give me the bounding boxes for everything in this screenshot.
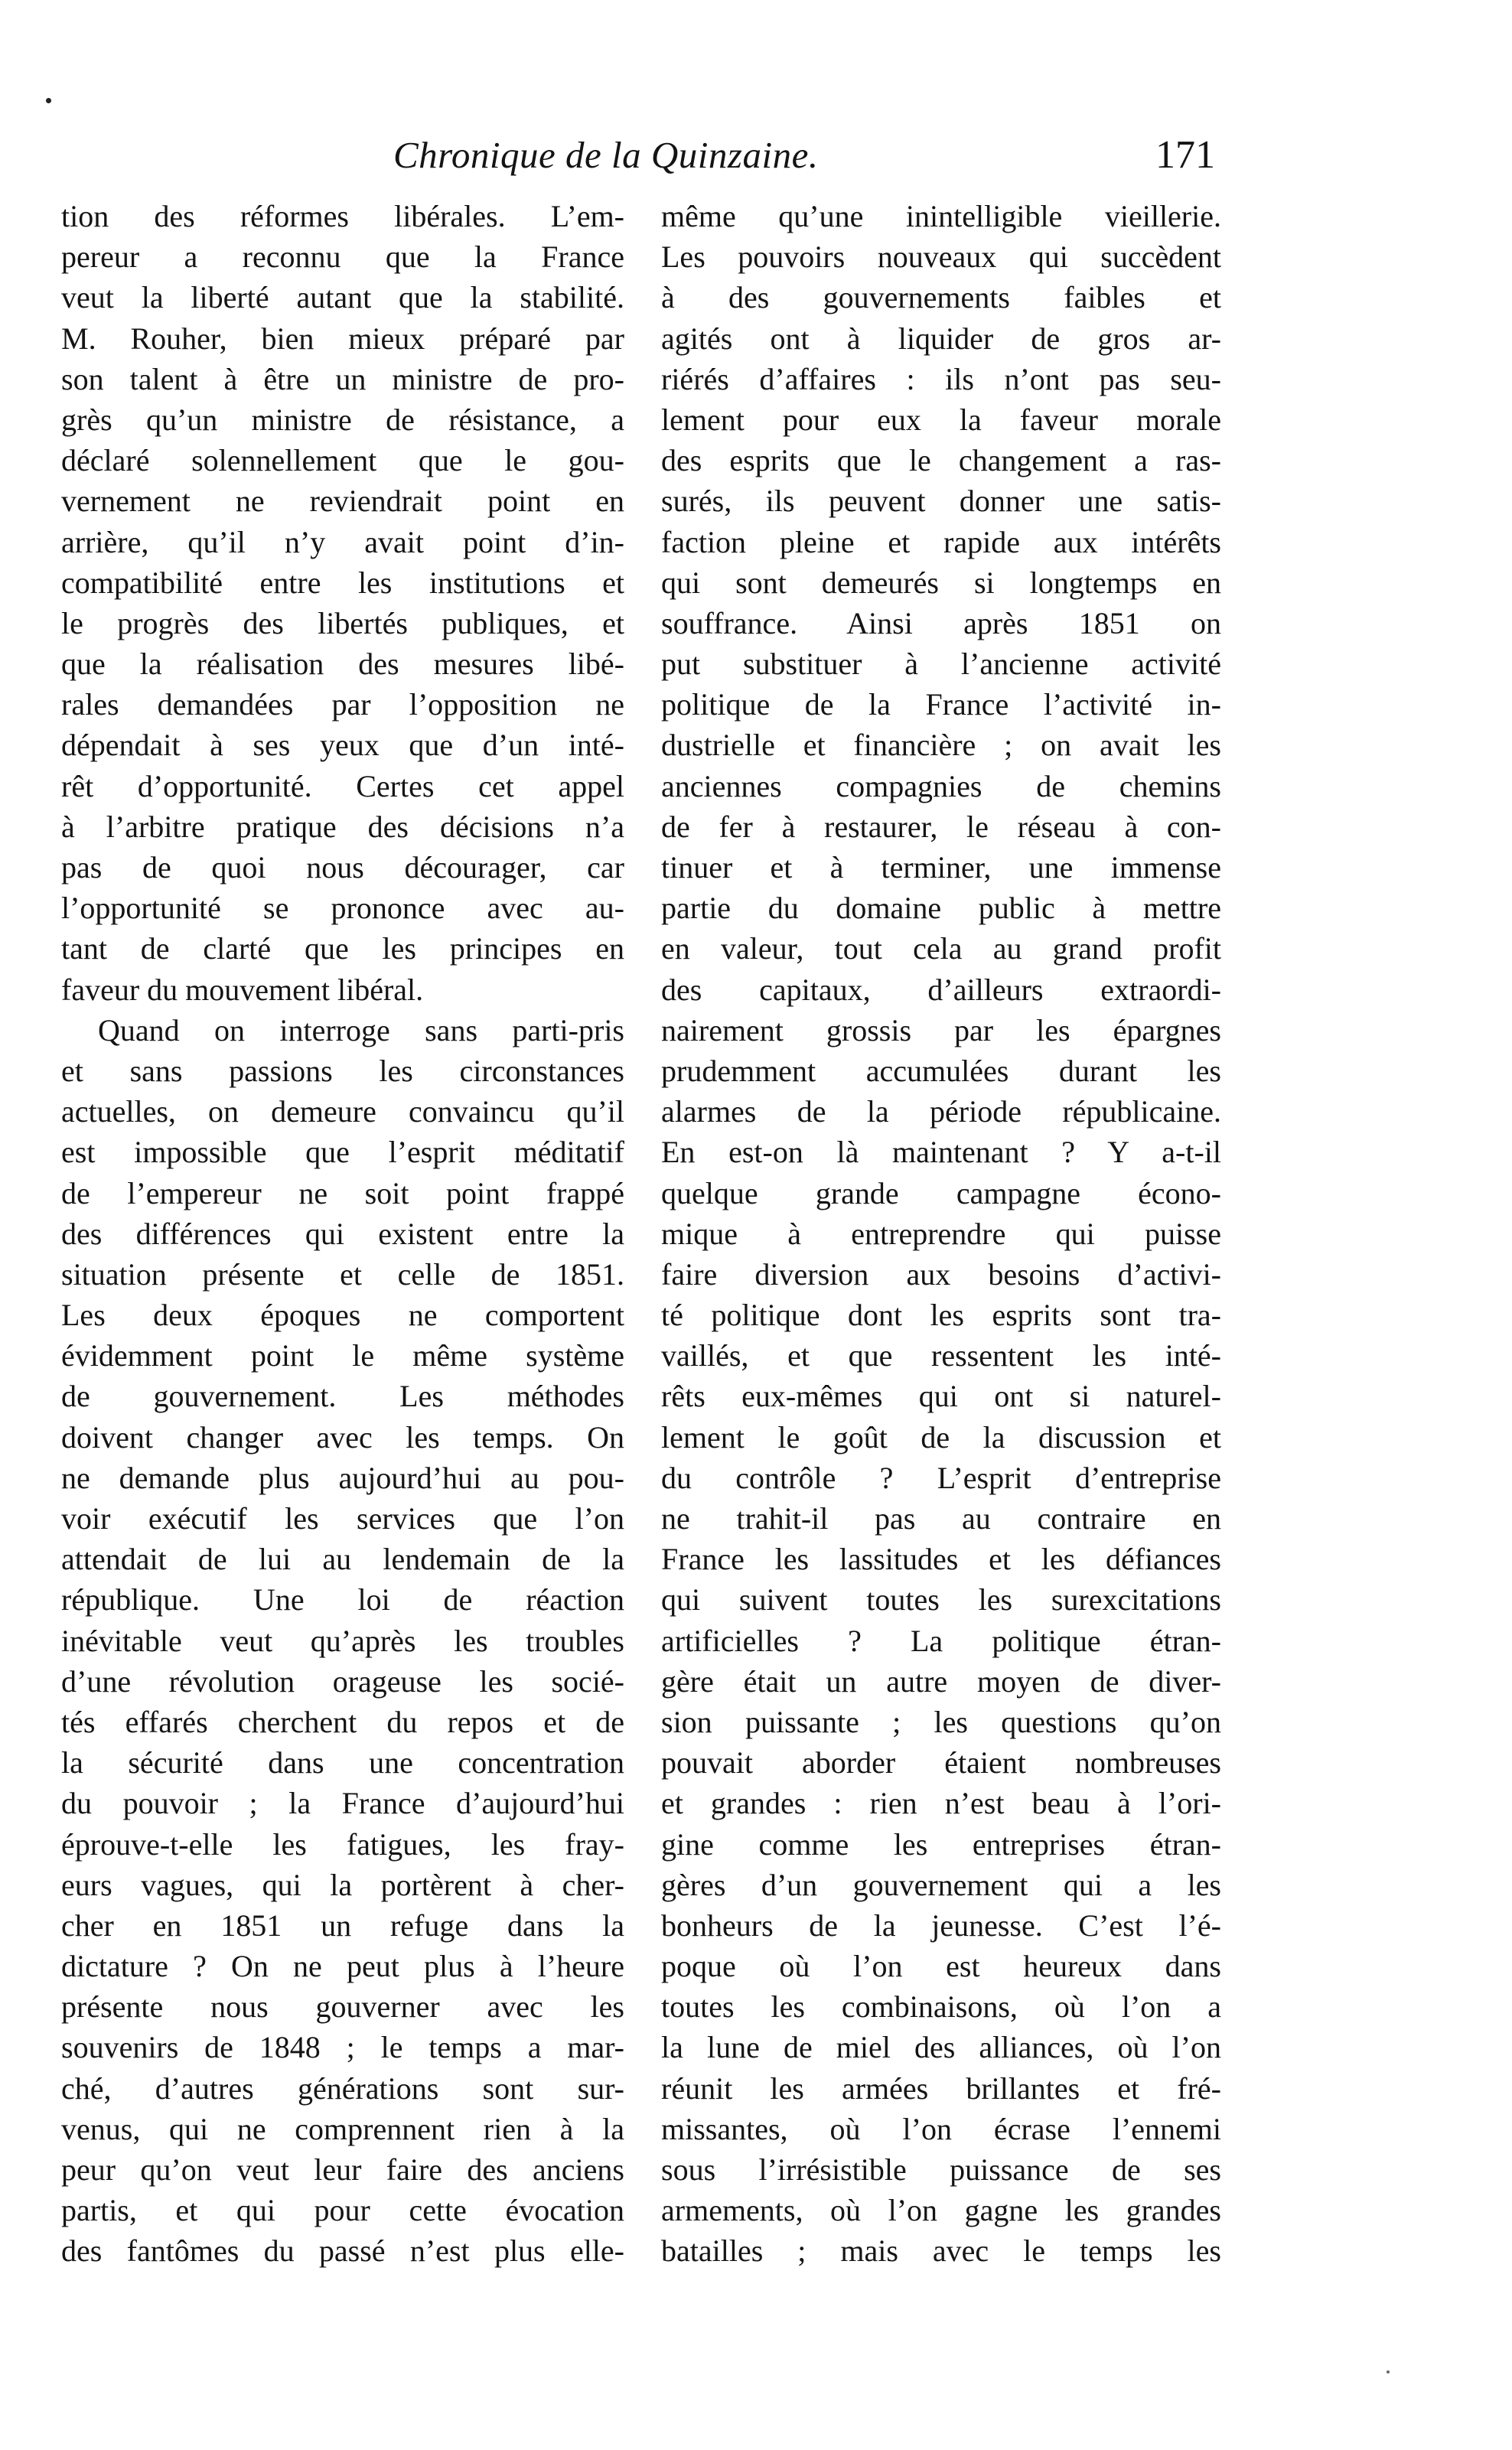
text-line: tion des réformes libérales. L’em- <box>61 199 624 233</box>
text-line: même qu’une inintelligible vieillerie. <box>661 199 1221 233</box>
right-column <box>661 196 1221 2272</box>
text-line: grès qu’un ministre de résistance, a <box>61 402 624 437</box>
text-line: prudemment accumulées durant les <box>661 1053 1221 1088</box>
running-header <box>393 129 1215 182</box>
text-line: arrière, qu’il n’y avait point d’in- <box>61 524 624 559</box>
text-line: évidemment point le même système <box>61 1338 624 1373</box>
text-line: té politique dont les esprits sont tra- <box>661 1298 1221 1333</box>
text-line: actuelles, on demeure convaincu qu’il <box>61 1094 624 1129</box>
text-line: des esprits que le changement a ras- <box>661 443 1221 478</box>
text-line: son talent à être un ministre de pro- <box>61 361 624 396</box>
left-column <box>61 196 624 2272</box>
text-line: lement pour eux la faveur morale <box>661 402 1221 437</box>
text-line: tés effarés cherchent du repos et de <box>61 1704 624 1739</box>
text-line: Les deux époques ne comportent <box>61 1298 624 1333</box>
text-line: vernement ne reviendrait point en <box>61 484 624 519</box>
text-line: doivent changer avec les temps. On <box>61 1419 624 1455</box>
text-line: et sans passions les circonstances <box>61 1053 624 1088</box>
text-line: de gouvernement. Les méthodes <box>61 1379 624 1414</box>
text-line: vaillés, et que ressentent les inté- <box>661 1338 1221 1373</box>
text-line: rêt d’opportunité. Certes cet appel <box>61 768 624 803</box>
text-line: peur qu’on veut leur faire des anciens <box>61 2152 624 2187</box>
text-line: réunit les armées brillantes et fré- <box>661 2070 1221 2106</box>
text-line: artificielles ? La politique étran- <box>661 1623 1221 1658</box>
text-line: eurs vagues, qui la portèrent à cher- <box>61 1867 624 1902</box>
text-line: nairement grossis par les épargnes <box>661 1012 1221 1047</box>
running-title: Chronique de la Quinzaine. <box>393 134 819 176</box>
text-line: situation présente et celle de 1851. <box>61 1256 624 1292</box>
text-line: à l’arbitre pratique des décisions n’a <box>61 809 624 844</box>
text-line: d’une révolution orageuse les socié- <box>61 1663 624 1699</box>
text-line: venus, qui ne comprennent rien à la <box>61 2111 624 2146</box>
text-line: bonheurs de la jeunesse. C’est l’é- <box>661 1908 1221 1943</box>
text-line: agités ont à liquider de gros ar- <box>661 321 1221 356</box>
text-line: compatibilité entre les institutions et <box>61 565 624 600</box>
text-line: que la réalisation des mesures libé- <box>61 647 624 682</box>
text-line: sous l’irrésistible puissance de ses <box>661 2152 1221 2187</box>
page-number: 171 <box>1155 133 1215 177</box>
text-line: tant de clarté que les principes en <box>61 931 624 966</box>
text-line: en valeur, tout cela au grand profit <box>661 931 1221 966</box>
text-line: surés, ils peuvent donner une satis- <box>661 484 1221 519</box>
text-line: voir exécutif les services que l’on <box>61 1501 624 1536</box>
text-line: faveur du mouvement libéral. <box>61 972 424 1007</box>
text-line: France les lassitudes et les défiances <box>661 1542 1221 1577</box>
text-line: pas de quoi nous décourager, car <box>61 850 624 885</box>
text-line: la sécurité dans une concentration <box>61 1745 624 1780</box>
text-line: partie du domaine public à mettre <box>661 891 1221 926</box>
text-line: mique à entreprendre qui puisse <box>661 1216 1221 1251</box>
text-line: rales demandées par l’opposition ne <box>61 687 624 722</box>
text-line: alarmes de la période républicaine. <box>661 1094 1221 1129</box>
ink-speck <box>46 98 51 103</box>
text-line: déclaré solennellement que le gou- <box>61 443 624 478</box>
text-line: Les pouvoirs nouveaux qui succèdent <box>661 239 1221 275</box>
text-line: lement le goût de la discussion et <box>661 1419 1221 1455</box>
text-line: dictature ? On ne peut plus à l’heure <box>61 1949 624 1984</box>
ink-speck <box>1387 2370 1390 2373</box>
text-line: sion puissante ; les questions qu’on <box>661 1704 1221 1739</box>
text-line: poque où l’on est heureux dans <box>661 1949 1221 1984</box>
text-line: et grandes : rien n’est beau à l’ori- <box>661 1786 1221 1821</box>
text-line: du pouvoir ; la France d’aujourd’hui <box>61 1786 624 1821</box>
text-line: rêts eux-mêmes qui ont si naturel- <box>661 1379 1221 1414</box>
text-line: souffrance. Ainsi après 1851 on <box>661 605 1221 640</box>
text-line: qui sont demeurés si longtemps en <box>661 565 1221 600</box>
text-line: le progrès des libertés publiques, et <box>61 605 624 640</box>
text-line: est impossible que l’esprit méditatif <box>61 1135 624 1170</box>
text-line: veut la liberté autant que la stabilité. <box>61 280 624 315</box>
text-line: ne trahit-il pas au contraire en <box>661 1501 1221 1536</box>
text-line: gères d’un gouvernement qui a les <box>661 1867 1221 1902</box>
text-line: des capitaux, d’ailleurs extraordi- <box>661 972 1221 1007</box>
text-line: armements, où l’on gagne les grandes <box>661 2193 1221 2228</box>
text-line: de fer à restaurer, le réseau à con- <box>661 809 1221 844</box>
text-line: riérés d’affaires : ils n’ont pas seu- <box>661 361 1221 396</box>
text-line: qui suivent toutes les surexcitations <box>661 1582 1221 1618</box>
text-line: put substituer à l’ancienne activité <box>661 647 1221 682</box>
text-line: En est-on là maintenant ? Y a-t-il <box>661 1135 1221 1170</box>
text-line: toutes les combinaisons, où l’on a <box>661 1989 1221 2025</box>
text-line: l’opportunité se prononce avec au- <box>61 891 624 926</box>
text-line: M. Rouher, bien mieux préparé par <box>61 321 624 356</box>
text-line: partis, et qui pour cette évocation <box>61 2193 624 2228</box>
text-line: souvenirs de 1848 ; le temps a mar- <box>61 2030 624 2065</box>
text-line: ché, d’autres générations sont sur- <box>61 2070 624 2106</box>
text-line: des fantômes du passé n’est plus elle- <box>61 2233 624 2269</box>
text-line: Quand on interroge sans parti-pris <box>98 1012 624 1047</box>
text-line: à des gouvernements faibles et <box>661 280 1221 315</box>
text-line: dustrielle et financière ; on avait les <box>661 728 1221 763</box>
text-line: politique de la France l’activité in- <box>661 687 1221 722</box>
text-line: la lune de miel des alliances, où l’on <box>661 2030 1221 2065</box>
text-line: du contrôle ? L’esprit d’entreprise <box>661 1460 1221 1495</box>
text-line: batailles ; mais avec le temps les <box>661 2233 1221 2269</box>
text-line: gine comme les entreprises étran- <box>661 1826 1221 1862</box>
text-line: cher en 1851 un refuge dans la <box>61 1908 624 1943</box>
text-line: éprouve-t-elle les fatigues, les fray- <box>61 1826 624 1862</box>
text-line: présente nous gouverner avec les <box>61 1989 624 2025</box>
text-line: anciennes compagnies de chemins <box>661 768 1221 803</box>
text-line: république. Une loi de réaction <box>61 1582 624 1618</box>
text-line: gère était un autre moyen de diver- <box>661 1663 1221 1699</box>
text-line: dépendait à ses yeux que d’un inté- <box>61 728 624 763</box>
text-line: faction pleine et rapide aux intérêts <box>661 524 1221 559</box>
text-line: tinuer et à terminer, une immense <box>661 850 1221 885</box>
text-line: des différences qui existent entre la <box>61 1216 624 1251</box>
text-line: inévitable veut qu’après les troubles <box>61 1623 624 1658</box>
text-line: pereur a reconnu que la France <box>61 239 624 275</box>
text-line: attendait de lui au lendemain de la <box>61 1542 624 1577</box>
text-line: quelque grande campagne écono- <box>661 1175 1221 1210</box>
text-line: ne demande plus aujourd’hui au pou- <box>61 1460 624 1495</box>
text-line: missantes, où l’on écrase l’ennemi <box>661 2111 1221 2146</box>
text-line: faire diversion aux besoins d’activi- <box>661 1256 1221 1292</box>
text-line: pouvait aborder étaient nombreuses <box>661 1745 1221 1780</box>
text-line: de l’empereur ne soit point frappé <box>61 1175 624 1210</box>
